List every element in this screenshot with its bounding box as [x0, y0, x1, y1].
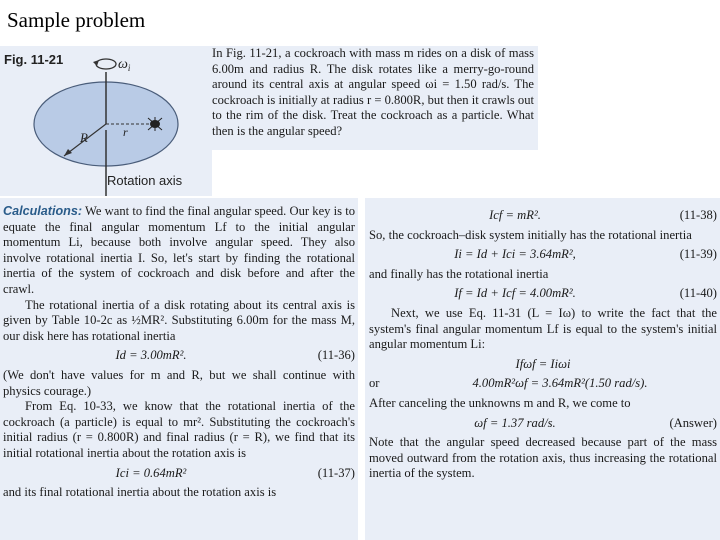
rotation-axis-caption: Rotation axis	[107, 173, 183, 188]
calc-paragraph-3: (We don't have values for m and R, but we shall continue with physics courage.)	[3, 367, 355, 398]
equation-momentum: Ifωf = Iiωi	[515, 356, 571, 371]
calc-paragraph-6: So, the cockroach–disk system initially has the rotational inertia	[369, 227, 692, 242]
equation-11-40: If = Id + Icf = 4.00mR². (11-40)	[454, 286, 717, 301]
calc-paragraph-4: From Eq. 10-33, we know that the rotational inertia of the cockroach (a particle) is equal to mr². Substituting the cockroach's initial radius (r = 0.800R) and final radius (r = R), we find that its initial rotational inertia about the rotation axis is	[3, 399, 355, 460]
calc-paragraph-7: and finally has the rotational inertia	[369, 266, 549, 281]
equation-11-37: Ici = 0.64mR² (11-37)	[115, 465, 355, 480]
equation-substituted: or 4.00mR²ωf = 3.64mR²(1.50 rad/s).	[369, 376, 648, 391]
equation-answer: ωf = 1.37 rad/s. (Answer)	[474, 415, 717, 430]
calc-paragraph-8: Next, we use Eq. 11-31 (L = Iω) to write the fact that the system's final angular momentum Lf is equal to the system's initial angular momentum Li:	[369, 305, 717, 352]
equation-11-38: Icf = mR². (11-38)	[489, 208, 717, 222]
radius-r-label: r	[123, 125, 128, 139]
figure-panel	[0, 46, 212, 196]
equation-11-36: Id = 3.00mR². (11-36)	[115, 348, 355, 363]
equation-11-39: Ii = Id + Ici = 3.64mR², (11-39)	[454, 247, 717, 262]
calculations-heading: Calculations:	[3, 204, 83, 218]
figure-label: Fig. 11-21	[4, 52, 64, 67]
rotation-arrow-icon	[93, 59, 116, 69]
calc-paragraph-9: After canceling the unknowns m and R, we come to	[369, 395, 631, 410]
calculations-left-panel	[0, 198, 358, 540]
slide-title: Sample problem	[7, 8, 146, 32]
problem-text: In Fig. 11-21, a cockroach with mass m rides on a disk of mass 6.00m and radius R. The disk rotates like a merry-go-round around its central axis at angular speed ωi = 1.50 rad/s. The cockroach is initially at radius r = 0.800R, but then it crawls out to the rim of the disk. Treat the cockroach as a particle. What then is the angular speed?	[212, 46, 534, 138]
calculations-right-panel	[365, 198, 720, 540]
calc-paragraph-5: and its final rotational inertia about the rotation axis is	[3, 485, 277, 500]
calc-paragraph-10: Note that the angular speed decreased because part of the mass moved outward from the rotation axis, thus increasing the rotational inertia of the system.	[369, 435, 717, 481]
omega-label: $\omega_i$	[118, 57, 131, 73]
calc-paragraph-2: The rotational inertia of a disk rotating about its central axis is given by Table 10-2c as ½MR². Substituting 6.00m for the mass M, our disk here has rotational inertia	[3, 297, 355, 343]
radius-R-label: R	[80, 130, 88, 145]
problem-panel	[208, 46, 538, 150]
calc-paragraph-1: Calculations: We want to find the final angular speed. Our key is to equate the final angular momentum Lf to the initial angular momentum Li, because both involve angular speed. They also involve rotational inertia I. So, let's start by finding the rotational inertia of the system of cockroach and disk before and after the crawl.	[3, 204, 355, 296]
